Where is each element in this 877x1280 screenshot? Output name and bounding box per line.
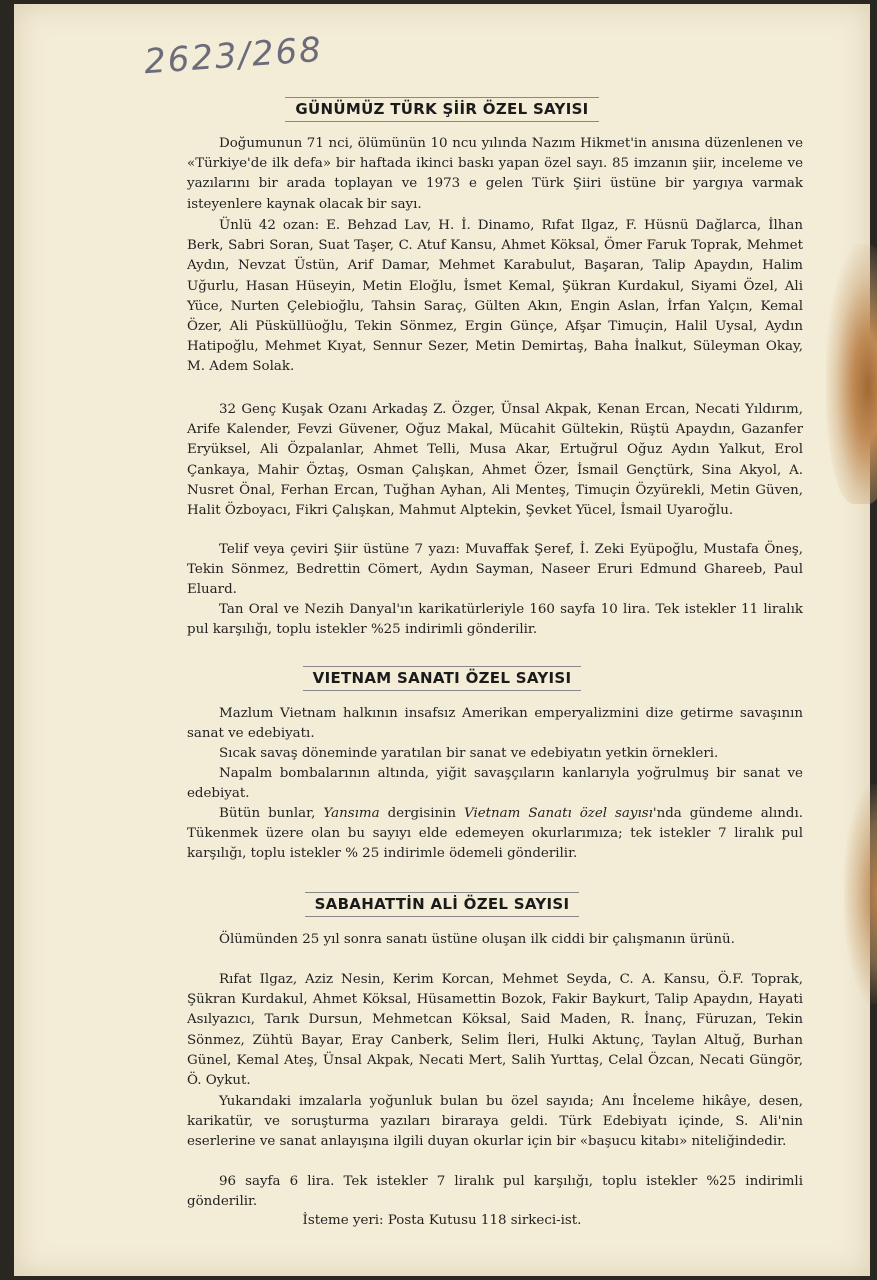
paragraph: Ölümünden 25 yıl sonra sanatı üstüne oluşan ilk ciddi bir çalışmanın ürünü. bbox=[219, 932, 735, 947]
paragraph: Napalm bombalarının altında, yiğit savaşçıların kanlarıyla yoğrulmuş bir sanat ve edebiyat. bbox=[187, 766, 803, 802]
paragraph: Sıcak savaş döneminde yaratılan bir sanat ve edebiyatın yetkin örnekleri. bbox=[219, 746, 719, 761]
paragraph: Telif veya çeviri Şiir üstüne 7 yazı: Muvaffak Şeref, İ. Zeki Eyüpoğlu, Mustafa Öneş, Tekin Sönmez, Bedrettin Cömert, Aydın Sayman, Naseer Eruri Edmund Ghareeb, Paul Eluard. bbox=[187, 542, 803, 598]
paragraph: 96 sayfa 6 lira. Tek istekler 7 liralık pul karşılığı, toplu istekler %25 indirimli gönderilir. bbox=[187, 1174, 803, 1210]
paragraph: Bütün bunlar, Yansıma dergisinin Vietnam Sanatı özel sayısı'nda gündeme alındı. Tükenmek üzere olan bu sayıyı elde edemeyen okurlarımıza; tek istekler 7 liralık pul karşılığı, toplu istekler % 25 indirimle ödemeli gönderilir. bbox=[187, 806, 803, 862]
order-address: İsteme yeri: Posta Kutusu 118 sirkeci-ist. bbox=[302, 1213, 582, 1228]
paragraph: Rıfat Ilgaz, Aziz Nesin, Kerim Korcan, Mehmet Seyda, C. A. Kansu, Ö.F. Toprak, Şükran Kurdakul, Ahmet Köksal, Hüsamettin Bozok, Fakir Baykurt, Talip Apaydın, Hayati Asılyazıcı, Tarık Dursun, Mehmetcan Köksal, Said Maden, R. İnanç, Füruzan, Tekin Sönmez, Zühtü Bayar, Eray Canberk, Selim İleri, Hulki Aktunç, Taylan Altuğ, Burhan Günel, Kemal Ateş, Ünsal Akpak, Necati Mert, Salih Yurttaş, Celal Özcan, Necati Güngör, Ö. Oykut. bbox=[187, 972, 803, 1089]
paragraph: Yukarıdaki imzalarla yoğunluk bulan bu özel sayıda; Anı İnceleme hikâye, desen, karikatür, ve soruşturma yazıları biraraya geldi. Türk Edebiyatı içinde, S. Ali'nin eserlerine ve sanat anlayışına ilgili duyan okurlar için bir «başucu kitabı» niteliğindedir. bbox=[187, 1094, 803, 1150]
magazine-page bbox=[14, 4, 870, 1276]
section-title-sabahattin-ali: SABAHATTİN ALİ ÖZEL SAYISI bbox=[14, 892, 870, 917]
section-title-vietnam: VIETNAM SANATI ÖZEL SAYISI bbox=[14, 666, 870, 691]
paragraph: Tan Oral ve Nezih Danyal'ın karikatürleriyle 160 sayfa 10 lira. Tek istekler 11 liralık pul karşılığı, toplu istekler %25 indirimli gönderilir. bbox=[187, 602, 803, 638]
water-stain bbox=[826, 244, 877, 504]
paragraph: Ünlü 42 ozan: E. Behzad Lav, H. İ. Dinamo, Rıfat Ilgaz, F. Hüsnü Dağlarca, İlhan Berk, Sabri Soran, Suat Taşer, C. Atuf Kansu, Ahmet Köksal, Ömer Faruk Toprak, Mehmet Aydın, Nevzat Üstün, Arif Damar, Mehmet Karabulut, Başaran, Talip Apaydın, Halim Uğurlu, Hasan Hüseyin, Metin Eloğlu, İsmet Kemal, Şükran Kurdakul, Siyami Özel, Ali Yüce, Nurten Çelebioğlu, Tahsin Saraç, Gülten Akın, Engin Aslan, İrfan Yalçın, Kemal Özer, Ali Püsküllüoğlu, Tekin Sönmez, Ergin Günçe, Afşar Timuçin, Halil Uysal, Aydın Hatipoğlu, Mehmet Kıyat, Sennur Sezer, Metin Demirtaş, Baha İnalkut, Süleyman Okay, M. Adem Solak. bbox=[187, 218, 803, 375]
paragraph: Mazlum Vietnam halkının insafsız Amerikan emperyalizmini dize getirme savaşının sanat ve edebiyatı. bbox=[187, 706, 803, 742]
paragraph: 32 Genç Kuşak Ozanı Arkadaş Z. Özger, Ünsal Akpak, Kenan Ercan, Necati Yıldırım, Arife Kalender, Fevzi Güvener, Oğuz Makal, Mücahit Gültekin, Rüştü Apaydın, Gazanfer Eryüksel, Ali Özpalanlar, Ahmet Telli, Musa Akar, Ertuğrul Oğuz Aydın Yalkut, Erol Çankaya, Mahir Öztaş, Osman Çalışkan, Ahmet Özer, İsmail Gençtürk, Sina Akyol, A. Nusret Önal, Ferhan Ercan, Tuğhan Ayhan, Ali Menteş, Timuçin Özyürekli, Metin Güven, Halit Özboyacı, Fikri Çalışkan, Mahmut Alptekin, Şevket Yücel, İsmail Uyaroğlu. bbox=[187, 402, 803, 519]
paragraph: Doğumunun 71 nci, ölümünün 10 ncu yılında Nazım Hikmet'in anısına düzenlenen ve «Türkiye'de ilk defa» bir haftada ikinci baskı yapan özel sayı. 85 imzanın şiir, inceleme ve yazılarını bir arada toplayan ve 1973 e gelen Türk Şiiri üstüne bir yargıya varmak isteyenlere kaynak olacak bir sayı. bbox=[187, 136, 803, 212]
handwritten-catalog-number: 2623/268 bbox=[142, 29, 325, 83]
section-title-turk-siir: GÜNÜMÜZ TÜRK ŞİİR ÖZEL SAYISI bbox=[14, 97, 870, 122]
